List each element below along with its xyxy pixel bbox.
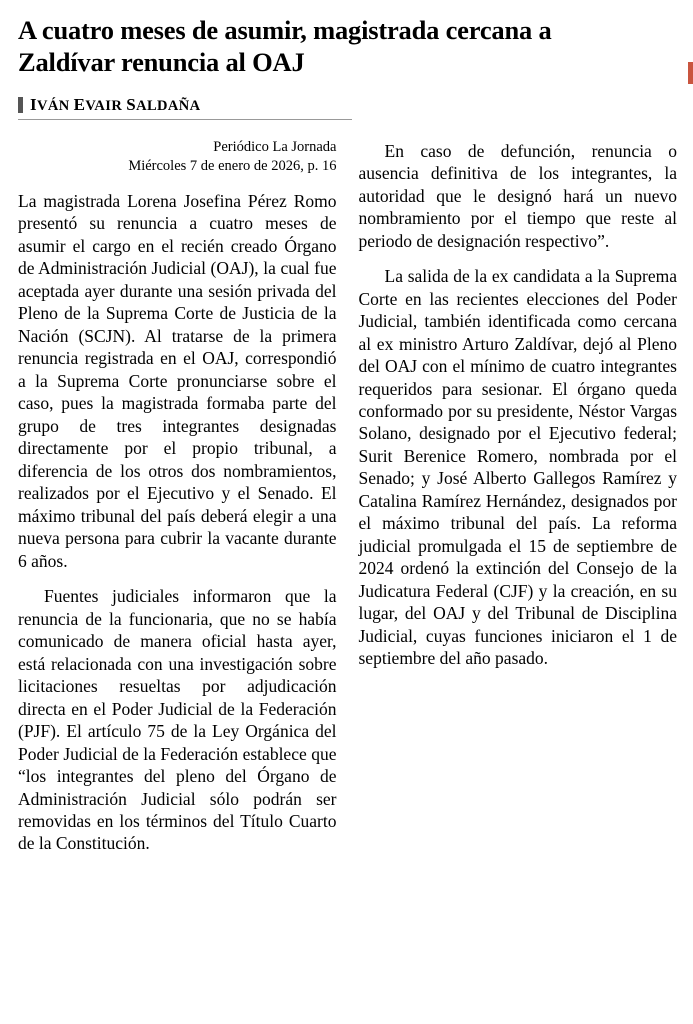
- column-right: [359, 138, 678, 855]
- byline-bar-icon: [18, 97, 23, 113]
- byline-author: IVÁN EVAIR SALDAÑA: [30, 94, 201, 114]
- paragraph: La salida de la ex candidata a la Suprema Corte en las recientes elecciones del Poder Judicial, también identificada como cercana al ex ministro Arturo Zaldívar, dejó al Pleno del OAJ con el mínimo de cuatro integrantes requeridos para sesionar. El órgano queda conformado por su presidente, Néstor Vargas Solano, designado por el Ejecutivo federal; Surit Berenice Romero, nombrada por el Senado; y José Alberto Gallegos Ramírez y Catalina Ramírez Hernández, designados por el máximo tribunal del país. La reforma judicial promulgada el 15 de septiembre de 2024 ordenó la extinción del Consejo de la Judicatura Federal (CJF) y la creación, en su lugar, del OAJ y del Tribunal de Disciplina Judicial, cuyas funciones iniciaron el 1 de septiembre del año pasado.: [358, 266, 677, 669]
- source-info: [18, 138, 337, 176]
- page-title: A cuatro meses de asumir, magistrada cercana a Zaldívar renuncia al OAJ: [18, 15, 552, 78]
- source-date-page: Miércoles 7 de enero de 2026, p. 16: [128, 157, 337, 174]
- article-columns: [18, 138, 677, 855]
- byline: [18, 95, 352, 115]
- page-edge-marker: [688, 62, 693, 84]
- paragraph: Fuentes judiciales informaron que la renuncia de la funcionaria, que no se había comunicado de manera oficial hasta ayer, está relacionada con una investigación sobre licitaciones resueltas por adjudicación directa en el Poder Judicial de la Federación (PJF). El artículo 75 de la Ley Orgánica del Poder Judicial de la Federación establece que “los integrantes del pleno del Órgano de Administración Judicial sólo podrán ser removidas en los términos del Título Cuarto de la Constitución.: [18, 586, 337, 854]
- byline-divider: [18, 119, 352, 120]
- column-left: [18, 138, 337, 855]
- paragraph: En caso de defunción, renuncia o ausencia definitiva de los integrantes, la autoridad que le designó hará un nuevo nombramiento por el tiempo que reste al periodo de designación respectivo”.: [358, 140, 677, 251]
- source-publication: Periódico La Jornada: [213, 138, 337, 155]
- paragraph: La magistrada Lorena Josefina Pérez Romo presentó su renuncia a cuatro meses de asumir el cargo en el recién creado Órgano de Administración Judicial (OAJ), la cual fue aceptada ayer durante una sesión privada del Pleno de la Suprema Corte de Justicia de la Nación (SCJN). Al tratarse de la primera renuncia registrada en el OAJ, correspondió a la Suprema Corte pronunciarse sobre el caso, pues la magistrada formaba parte del grupo de tres integrantes designadas directamente por el propio tribunal, a diferencia de los otros dos nombramientos, realizados por el Ejecutivo y el Senado. El máximo tribunal del país deberá elegir a una nueva persona para cubrir la vacante durante 6 años.: [18, 190, 337, 571]
